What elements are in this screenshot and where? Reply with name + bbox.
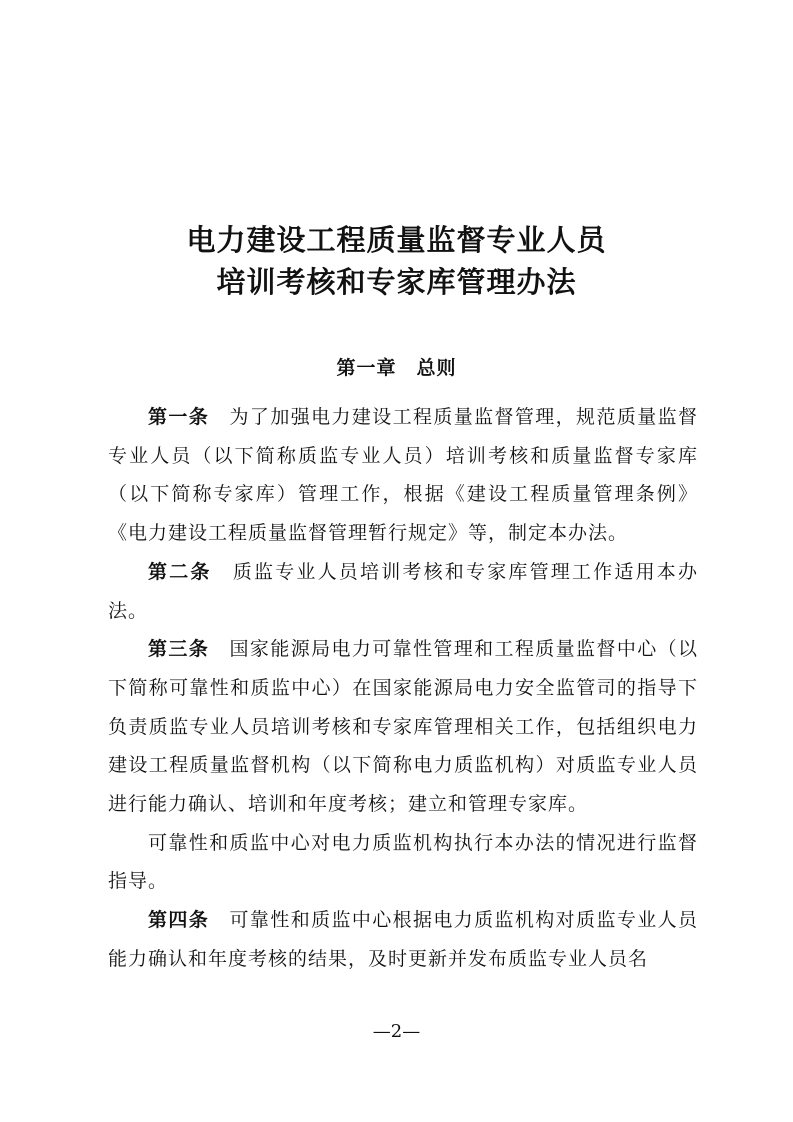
document-title-line-2: 培训考核和专家库管理办法 (216, 265, 577, 299)
article-2-number: 第二条 (148, 560, 212, 583)
article-2-text: 质监专业人员培训考核和专家库管理工作适用本办法。 (108, 560, 698, 622)
article-4-text: 可靠性和质监中心根据电力质监机构对质监专业人员能力确认和年度考核的结果，及时更新并发布质监专业人员名 (108, 909, 698, 970)
article-3 (108, 630, 698, 824)
page-number: —2— (372, 1021, 421, 1042)
article-3-text: 国家能源局电力可靠性管理和工程质量监督中心（以下简称可靠性和质监中心）在国家能源局电力安全监管司的指导下负责质监专业人员培训考核和专家库管理相关工作，包括组织电力建设工程质量监督机构（以下简称电力质监机构）对质监专业人员进行能力确认、培训和年度考核；建立和管理专家库。 (108, 638, 698, 816)
document-body (108, 398, 698, 979)
article-3-number: 第三条 (148, 638, 210, 661)
article-3-continuation-text: 可靠性和质监中心对电力质监机构执行本办法的情况进行监督指导。 (108, 831, 698, 893)
article-4 (108, 901, 698, 978)
article-1 (108, 398, 698, 553)
document-title-line-1: 电力建设工程质量监督专业人员 (186, 223, 607, 257)
article-1-number: 第一条 (148, 406, 210, 428)
article-4-number: 第四条 (148, 909, 210, 932)
chapter-heading: 第一章 总则 (336, 357, 457, 379)
article-1-text: 为了加强电力建设工程质量监督管理，规范质量监督专业人员（以下简称质监专业人员）培训考核和质量监督专家库（以下简称专家库）管理工作，根据《建设工程质量管理条例》《电力建设工程质量监督管理暂行规定》等，制定本办法。 (108, 406, 698, 545)
article-2 (108, 553, 698, 630)
article-3-continuation (108, 824, 698, 901)
